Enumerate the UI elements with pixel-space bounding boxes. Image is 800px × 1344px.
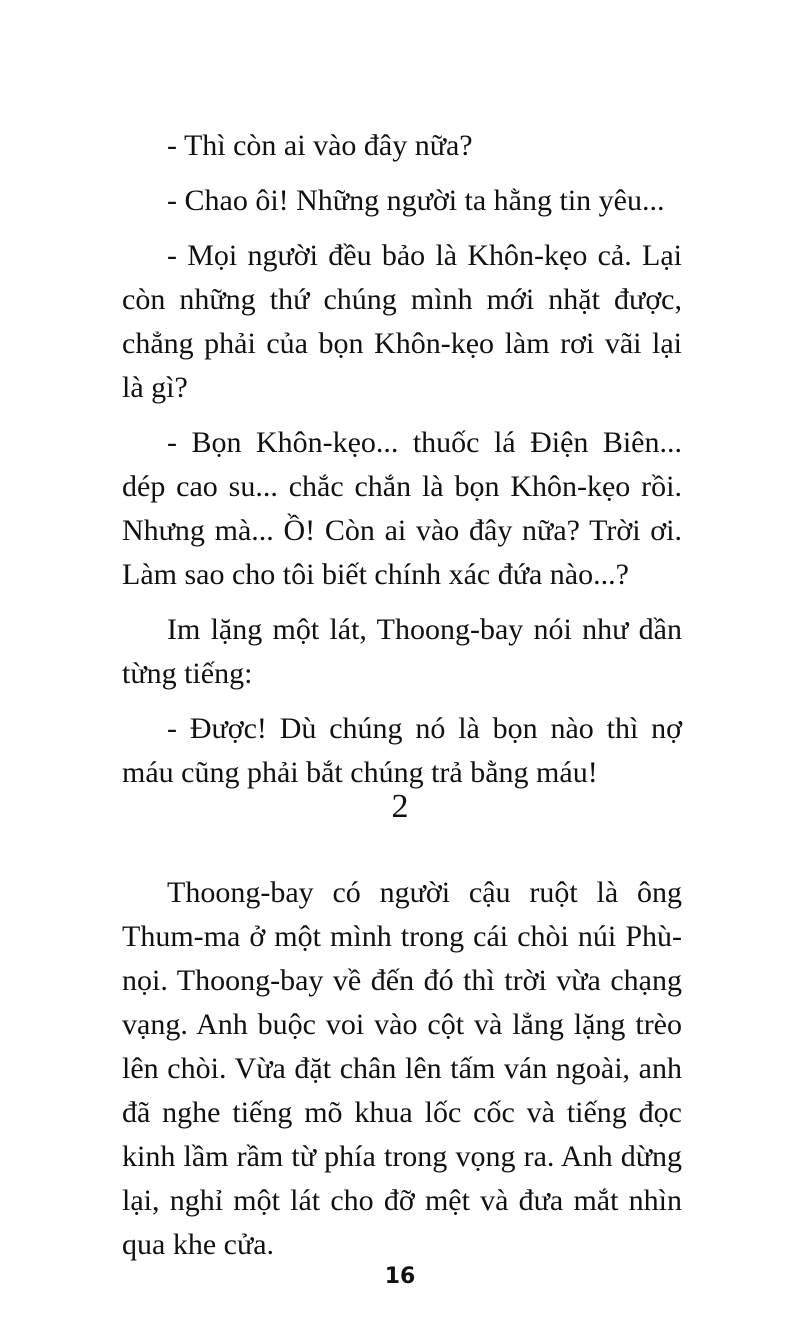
page-number: 16: [384, 1264, 416, 1289]
paragraph: Thoong-bay có người cậu ruột là ông Thum-ma ở một mình trong cái chòi núi Phù-nọi. Thoong-bay về đến đó thì trời vừa chạng vạng. Anh buộc voi vào cột và lẳng lặng trèo lên chòi. Vừa đặt chân lên tấm ván ngoài, anh đã nghe tiếng mõ khua lốc cốc và tiếng đọc kinh lầm rầm từ phía trong vọng ra. Anh dừng lại, nghỉ một lát cho đỡ mệt và đưa mắt nhìn qua khe cửa.: [122, 876, 682, 1261]
paragraph: - Bọn Khôn-kẹo... thuốc lá Điện Biên... dép cao su... chắc chắn là bọn Khôn-kẹo rồi. Nhưng mà... Ồ! Còn ai vào đây nữa? Trời ơi. Làm sao cho tôi biết chính xác đứa nào...?: [122, 426, 682, 591]
dialogue-section: [122, 124, 682, 795]
chapter-opening-section: [122, 871, 682, 1267]
paragraph: - Chao ôi! Những người ta hằng tin yêu...: [167, 184, 665, 217]
chapter-number: 2: [391, 788, 409, 825]
paragraph: - Mọi người đều bảo là Khôn-kẹo cả. Lại còn những thứ chúng mình mới nhặt được, chẳng phải của bọn Khôn-kẹo làm rơi vãi lại là gì?: [122, 239, 682, 404]
paragraph: - Thì còn ai vào đây nữa?: [167, 129, 473, 162]
paragraph: Im lặng một lát, Thoong-bay nói như dần từng tiếng:: [122, 613, 682, 690]
paragraph: - Được! Dù chúng nó là bọn nào thì nợ máu cũng phải bắt chúng trả bằng máu!: [122, 712, 682, 789]
